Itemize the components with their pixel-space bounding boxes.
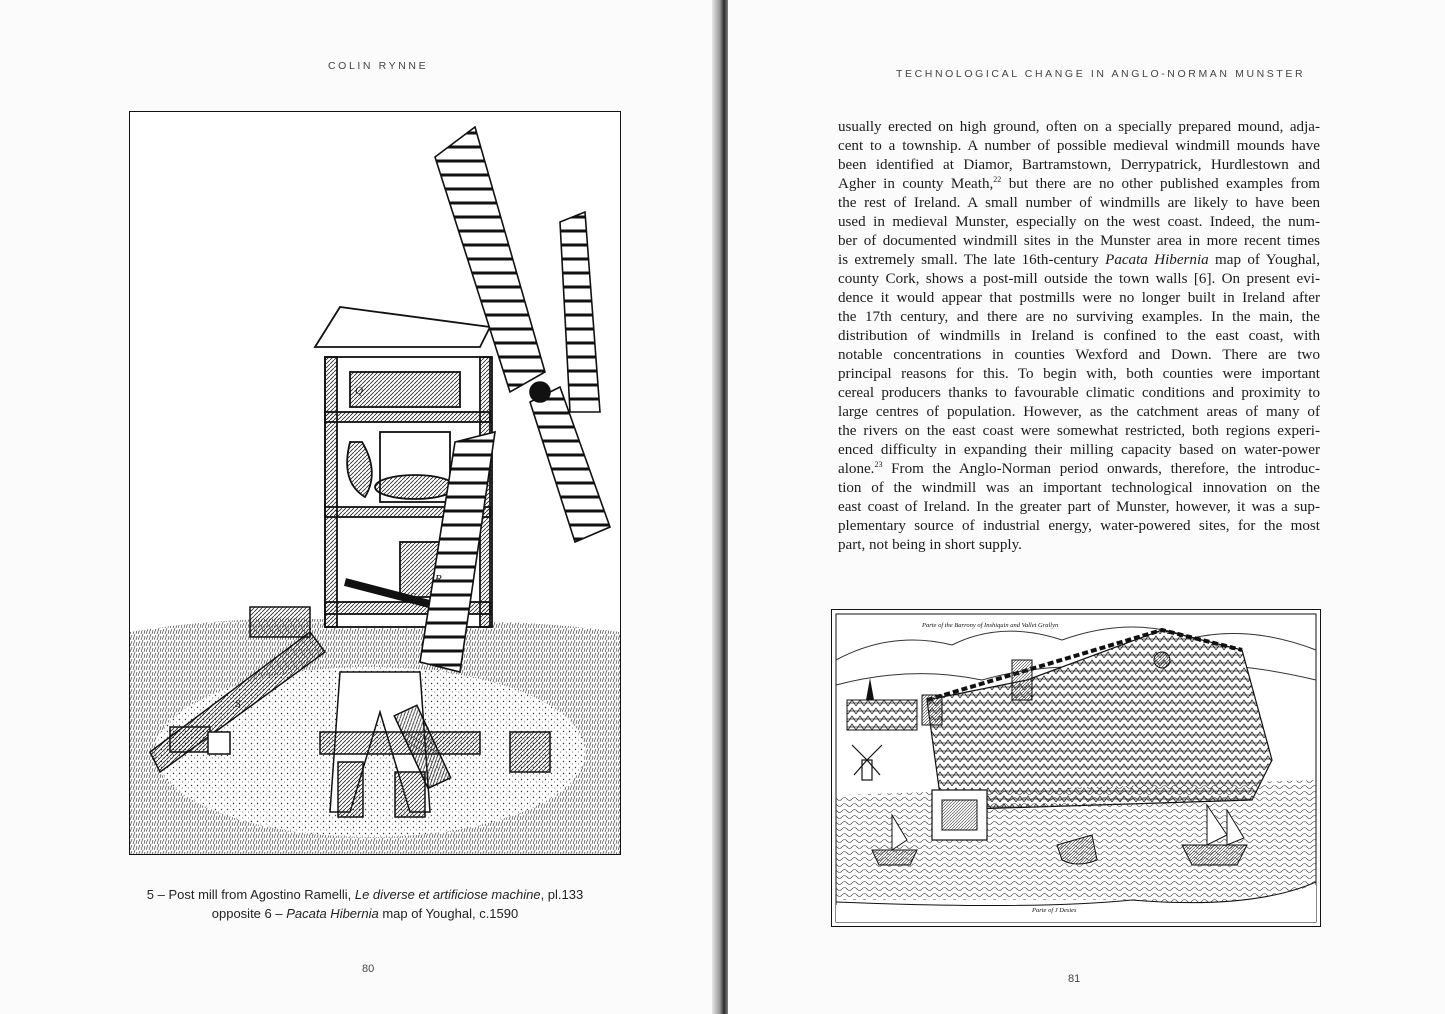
running-head-left: COLIN RYNNE: [328, 60, 429, 72]
post-mill-engraving: [130, 112, 620, 854]
footnote-ref-22: 22: [993, 174, 1002, 184]
text-line: been identified at Diamor, Bartramstown, Derrypatrick, Hurdlestown and: [838, 157, 1320, 173]
youghal-map-engraving: [832, 610, 1320, 926]
caption-line-2: opposite 6 – Pacata Hibernia map of Youghal, c.1590: [211, 906, 519, 921]
text-line: principal reasons for this. To begin with, both counties were important: [838, 366, 1320, 382]
figure-letter-q: Q: [355, 385, 363, 397]
caption-line-1: 5 – Post mill from Agostino Ramelli, Le diverse et artificiose machine, pl.133: [146, 887, 584, 902]
figure-letter-s-tail: S: [235, 698, 241, 710]
text-line: east coast of Ireland. In the greater part of Munster, however, it was a sup-: [838, 499, 1320, 515]
page-number-right: 81: [1068, 973, 1081, 985]
text-line: the 17th century, and there are no surviving examples. In the main, the: [838, 309, 1320, 325]
text-line: distribution of windmills in Ireland is confined to the east coast, with: [838, 328, 1320, 344]
text-line: the rest of Ireland. A small number of windmills are likely to have been: [838, 195, 1320, 211]
map-label-bottom: Parte of J Desies: [1032, 907, 1077, 914]
youghal-map-figure: [831, 609, 1321, 927]
text-line: large centres of population. However, as the catchment areas of many of: [838, 404, 1320, 420]
text-line: notable concentrations in counties Wexford and Down. There are two: [838, 347, 1320, 363]
text-line: usually erected on high ground, often on a specially prepared mound, adja-: [838, 119, 1320, 135]
text-line: used in medieval Munster, especially on the west coast. Indeed, the num-: [838, 214, 1320, 230]
figure-letter-s: S: [410, 591, 416, 603]
text-line: Agher in county Meath,$^{22}$ but there are no other published examples from: [838, 174, 1320, 192]
text-line: part, not being in short supply.: [838, 537, 1022, 553]
text-line: alone.$^{23}$ From the Anglo-Norman period onwards, therefore, the introduc-: [838, 459, 1320, 477]
map-label-top: Parte of the Barrony of Inshiquin and Vallet Grallyn: [922, 622, 1059, 629]
text-line: cent to a township. A number of possible medieval windmill mounds have: [838, 138, 1320, 154]
post-mill-figure: [129, 111, 621, 855]
text-line: county Cork, shows a post-mill outside the town walls [6]. On present evi-: [838, 271, 1320, 287]
text-line: plementary source of industrial energy, water-powered sites, for the most: [838, 518, 1320, 534]
text-line: is extremely small. The late 16th-century Pacata Hibernia map of Youghal,: [838, 252, 1320, 268]
figure-letter-r: R: [435, 573, 442, 585]
text-line: the rivers on the east coast were somewhat restricted, both regions experi-: [838, 423, 1320, 439]
page-number-left: 80: [362, 963, 375, 975]
running-head-right: TECHNOLOGICAL CHANGE IN ANGLO-NORMAN MUNSTER: [896, 68, 1306, 80]
text-line: ber of documented windmill sites in the Munster area in more recent times: [838, 233, 1320, 249]
text-line: cereal producers thanks to favourable climatic conditions and proximity to: [838, 385, 1320, 401]
left-page: [0, 0, 718, 1014]
figure-caption: [80, 885, 650, 923]
body-text: [838, 118, 1320, 555]
text-line: dence it would appear that postmills were no longer built in Ireland after: [838, 290, 1320, 306]
footnote-ref-23: 23: [874, 459, 883, 469]
text-line: enced difficulty in expanding their milling capacity based on water-power: [838, 442, 1320, 458]
text-line: tion of the windmill was an important technological innovation on the: [838, 480, 1320, 496]
